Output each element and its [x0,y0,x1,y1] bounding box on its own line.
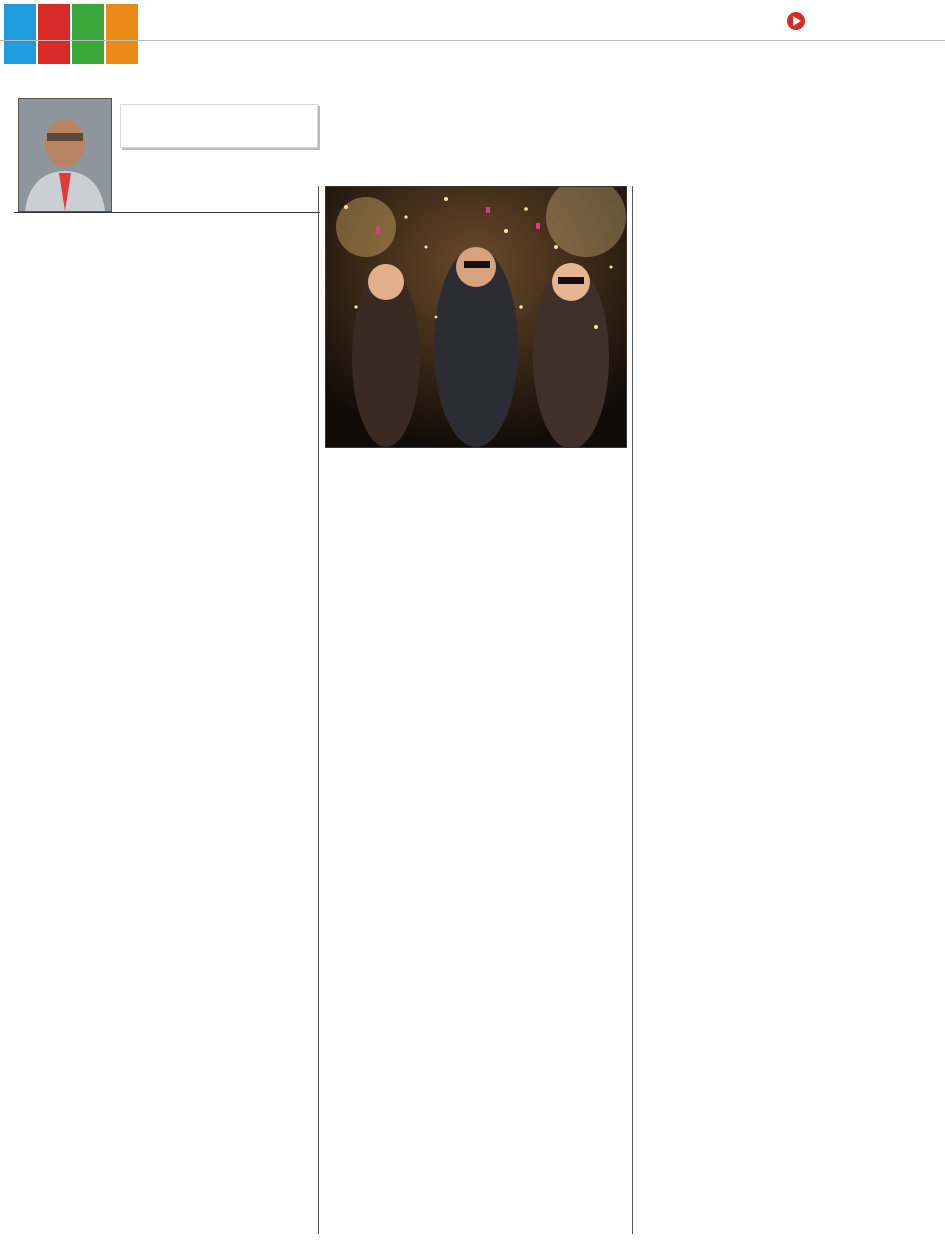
paper-logo [782,6,868,42]
person-silhouette-icon [19,99,111,211]
column-badge [120,104,318,148]
section-tile-4 [106,4,138,64]
party-photo-illustration [326,187,626,447]
section-tile-3 [72,4,104,64]
column-divider-2 [632,186,633,1234]
article-column-2 [324,452,628,1230]
section-tile-1 [4,4,36,64]
column-divider-1 [318,186,319,1234]
article-column-1 [14,218,314,1230]
author-portrait [18,98,112,212]
celebration-photo [325,186,627,448]
article-column-3 [638,186,930,1168]
play-icon [786,11,806,31]
section-tile-2 [38,4,70,64]
column-header-rule [14,212,320,213]
